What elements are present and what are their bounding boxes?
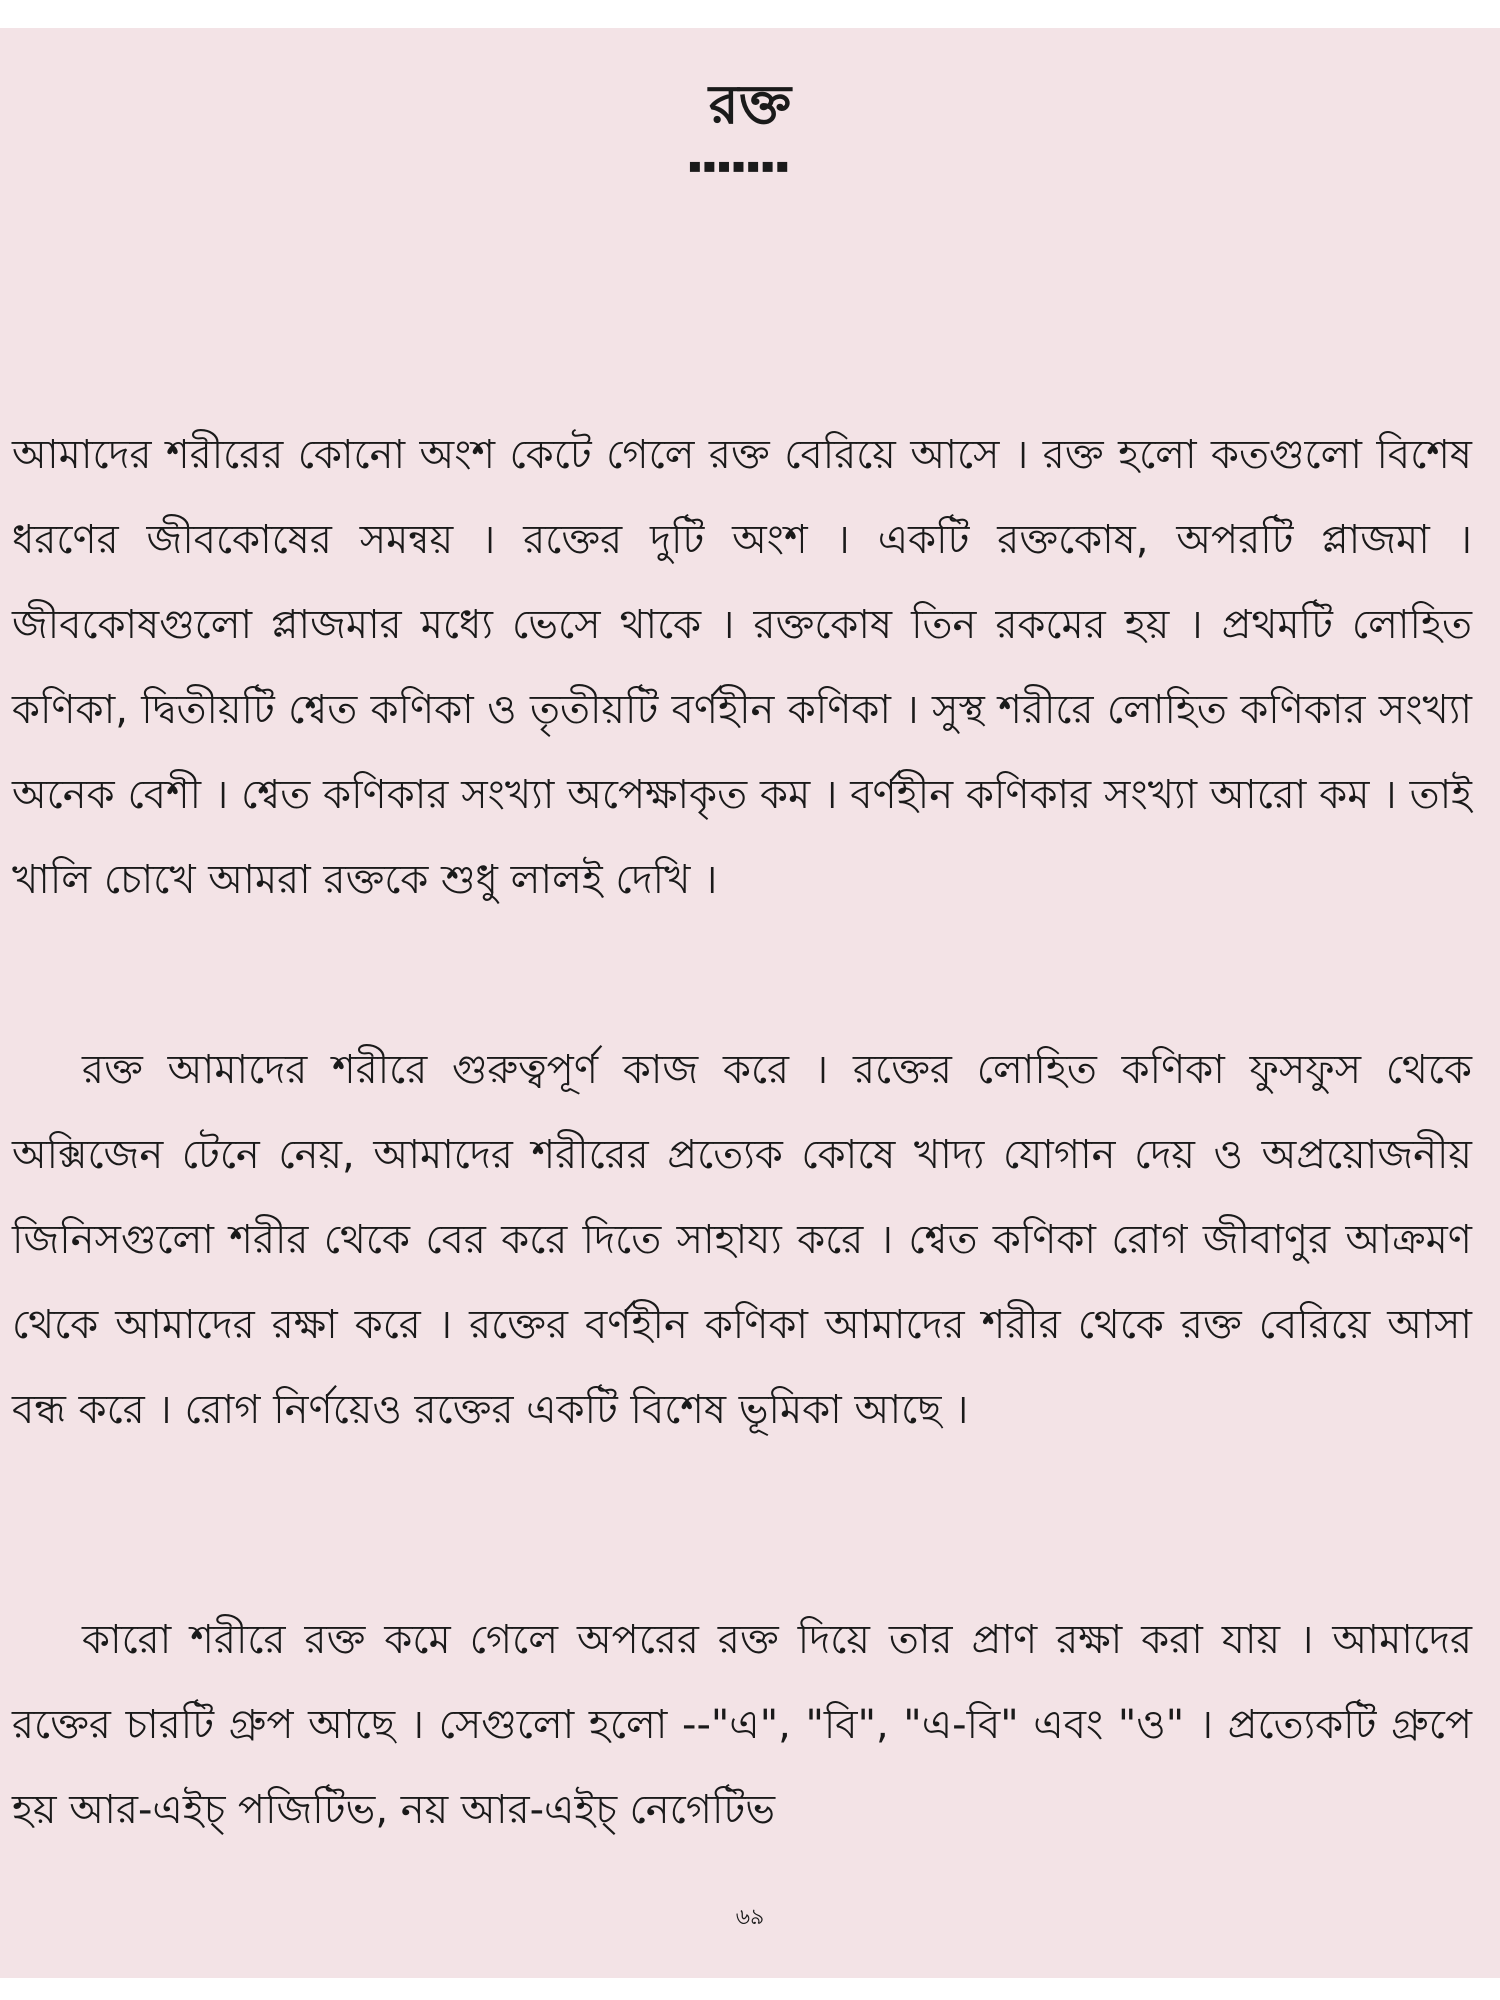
title-ornament: ▪▪▪▪▪▪▪ [688, 153, 790, 177]
page-number: ৬৯ [735, 1905, 765, 1930]
chapter-title: রক্ত [708, 73, 792, 136]
paragraph-1: আমাদের শরীরের কোনো অংশ কেটে গেলে রক্ত বেরিয়ে আসে । রক্ত হলো কতগুলো বিশেষ ধরণের জীবকোষের সমন্বয় । রক্তের দুটি অংশ । একটি রক্তকোষ, অপরটি প্লাজমা । জীবকোষগুলো প্লাজমার মধ্যে ভেসে থাকে । রক্তকোষ তিন রকমের হয় । প্রথমটি লোহিত কণিকা, দ্বিতীয়টি শ্বেত কণিকা ও তৃতীয়টি বর্ণহীন কণিকা । সুস্থ শরীরে লোহিত কণিকার সংখ্যা অনেক বেশী । শ্বেত কণিকার সংখ্যা অপেক্ষাকৃত কম । বর্ণহীন কণিকার সংখ্যা আরো কম । তাই খালি চোখে আমরা রক্তকে শুধু লালই দেখি । [12, 432, 1472, 903]
paragraph-3: কারো শরীরে রক্ত কমে গেলে অপরের রক্ত দিয়ে তার প্রাণ রক্ষা করা যায় । আমাদের রক্তের চারটি গ্রুপ আছে । সেগুলো হলো --"এ", "বি", "এ-বি" এবং "ও" । প্রত্যেকটি গ্রুপে হয় আর-এইচ্ পজিটিভ, নয় আর-এইচ্ নেগেটিভ [12, 1617, 1472, 1833]
book-page [0, 28, 1500, 1978]
paragraph-2: রক্ত আমাদের শরীরে গুরুত্বপূর্ণ কাজ করে । রক্তের লোহিত কণিকা ফুসফুস থেকে অক্সিজেন টেনে নেয়, আমাদের শরীরের প্রত্যেক কোষে খাদ্য যোগান দেয় ও অপ্রয়োজনীয় জিনিসগুলো শরীর থেকে বের করে দিতে সাহায্য করে । শ্বেত কণিকা রোগ জীবাণুর আক্রমণ থেকে আমাদের রক্ষা করে । রক্তের বর্ণহীন কণিকা আমাদের শরীর থেকে রক্ত বেরিয়ে আসা বন্ধ করে । রোগ নির্ণয়েও রক্তের একটি বিশেষ ভূমিকা আছে । [12, 1047, 1472, 1433]
